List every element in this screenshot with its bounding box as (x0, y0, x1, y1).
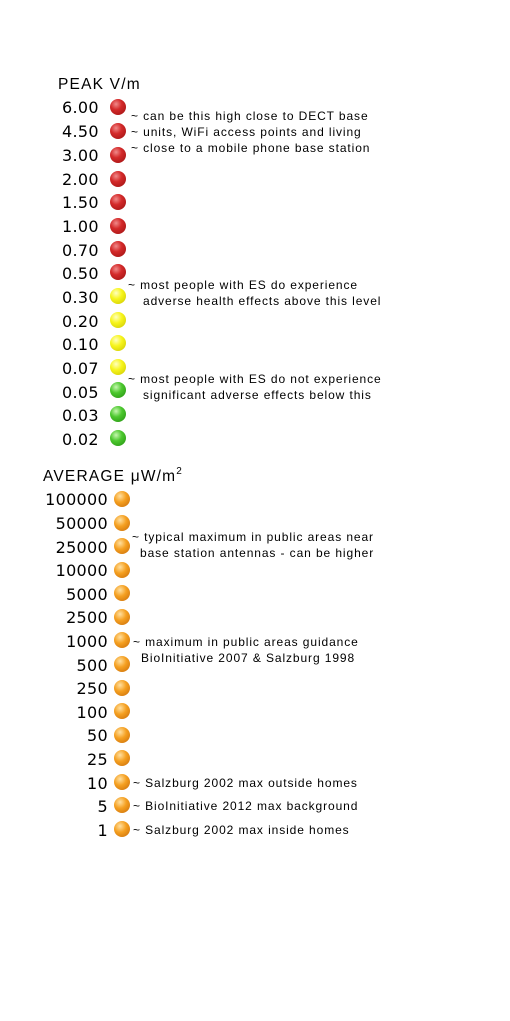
peak-value: 0.02 (62, 430, 99, 449)
orange-dot-icon (114, 727, 130, 743)
average-value: 25 (87, 750, 108, 769)
average-value: 1 (97, 821, 108, 840)
peak-value: 0.03 (62, 406, 99, 425)
yellow-dot-icon (110, 288, 126, 304)
average-value: 50 (87, 726, 108, 745)
peak-value: 4.50 (62, 122, 99, 141)
orange-dot-icon (114, 703, 130, 719)
average-note: BioInitiative 2007 & Salzburg 1998 (141, 651, 356, 665)
average-value: 10 (87, 774, 108, 793)
green-dot-icon (110, 382, 126, 398)
red-dot-icon (110, 99, 126, 115)
green-dot-icon (110, 406, 126, 422)
average-value: 250 (76, 679, 108, 698)
peak-value: 0.05 (62, 383, 99, 402)
average-value: 100000 (45, 490, 108, 509)
peak-note: adverse health effects above this level (143, 294, 382, 308)
red-dot-icon (110, 264, 126, 280)
peak-value: 1.00 (62, 217, 99, 236)
green-dot-icon (110, 430, 126, 446)
orange-dot-icon (114, 515, 130, 531)
average-note: ~ Salzburg 2002 max inside homes (133, 823, 350, 837)
orange-dot-icon (114, 632, 130, 648)
average-note: ~ Salzburg 2002 max outside homes (133, 776, 358, 790)
peak-value: 6.00 (62, 98, 99, 117)
average-note: ~ typical maximum in public areas near (132, 530, 374, 544)
red-dot-icon (110, 147, 126, 163)
peak-note: ~ most people with ES do not experience (128, 372, 382, 386)
orange-dot-icon (114, 562, 130, 578)
red-dot-icon (110, 171, 126, 187)
average-note: ~ BioInitiative 2012 max background (133, 799, 359, 813)
peak-value: 3.00 (62, 146, 99, 165)
average-heading (43, 467, 183, 486)
orange-dot-icon (114, 609, 130, 625)
red-dot-icon (110, 218, 126, 234)
average-value: 500 (76, 656, 108, 675)
peak-note: significant adverse effects below this (143, 388, 372, 402)
orange-dot-icon (114, 774, 130, 790)
peak-value: 2.00 (62, 170, 99, 189)
peak-value: 0.70 (62, 241, 99, 260)
peak-note: ~ most people with ES do experience (128, 278, 358, 292)
yellow-dot-icon (110, 359, 126, 375)
average-value: 100 (76, 703, 108, 722)
peak-heading: PEAK V/m (58, 76, 141, 93)
average-value: 5 (97, 797, 108, 816)
peak-value: 0.10 (62, 335, 99, 354)
average-value: 50000 (55, 514, 108, 533)
average-note: ~ maximum in public areas guidance (133, 635, 359, 649)
yellow-dot-icon (110, 312, 126, 328)
peak-value: 0.30 (62, 288, 99, 307)
orange-dot-icon (114, 585, 130, 601)
average-heading-superscript: 2 (176, 466, 184, 477)
orange-dot-icon (114, 538, 130, 554)
orange-dot-icon (114, 821, 130, 837)
peak-note: ~ can be this high close to DECT base (131, 109, 369, 123)
peak-note: ~ close to a mobile phone base station (131, 141, 371, 155)
average-value: 2500 (66, 608, 108, 627)
red-dot-icon (110, 194, 126, 210)
orange-dot-icon (114, 797, 130, 813)
average-value: 10000 (55, 561, 108, 580)
average-heading-text: AVERAGE μW/m (43, 468, 177, 486)
orange-dot-icon (114, 656, 130, 672)
orange-dot-icon (114, 491, 130, 507)
peak-value: 0.20 (62, 312, 99, 331)
peak-value: 0.50 (62, 264, 99, 283)
average-note: base station antennas - can be higher (140, 546, 375, 560)
red-dot-icon (110, 123, 126, 139)
orange-dot-icon (114, 750, 130, 766)
average-value: 25000 (55, 538, 108, 557)
orange-dot-icon (114, 680, 130, 696)
peak-note: ~ units, WiFi access points and living (131, 125, 362, 139)
yellow-dot-icon (110, 335, 126, 351)
average-value: 5000 (66, 585, 108, 604)
average-value: 1000 (66, 632, 108, 651)
peak-value: 0.07 (62, 359, 99, 378)
peak-value: 1.50 (62, 193, 99, 212)
red-dot-icon (110, 241, 126, 257)
